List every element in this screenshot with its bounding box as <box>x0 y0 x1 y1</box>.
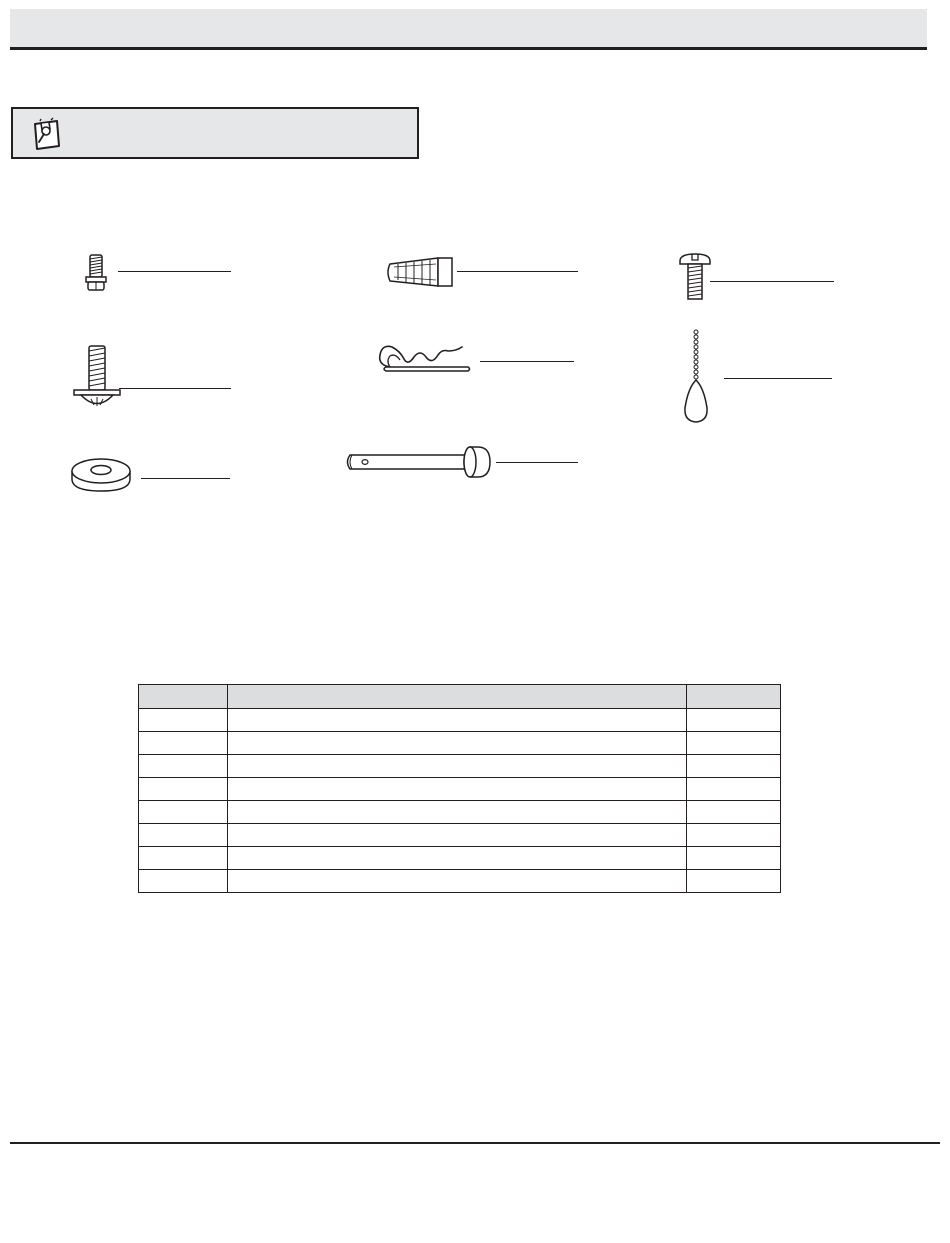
table-cell <box>687 870 781 893</box>
wire-connector-icon <box>384 255 456 291</box>
table-cell <box>228 755 687 778</box>
leader-line <box>496 462 578 463</box>
column-header-quantity <box>687 685 781 709</box>
part-hitch-pin-clip <box>376 339 474 377</box>
leader-line <box>480 361 574 362</box>
column-header-part <box>139 685 228 709</box>
leader-line <box>118 271 231 272</box>
leader-line <box>141 478 230 479</box>
short-screw-with-lock-washer-icon <box>82 253 112 299</box>
table-row <box>139 847 781 870</box>
table-cell <box>228 824 687 847</box>
table-cell <box>139 847 228 870</box>
table-cell <box>139 755 228 778</box>
part-rubber-washer <box>70 455 132 497</box>
part-clevis-pin <box>344 444 494 480</box>
table-cell <box>139 732 228 755</box>
leader-line <box>457 271 578 272</box>
table-cell <box>687 709 781 732</box>
note-box <box>11 107 419 159</box>
leader-line <box>724 378 832 379</box>
pushpin-note-icon <box>29 117 63 151</box>
hardware-table <box>138 684 781 893</box>
table-row <box>139 801 781 824</box>
header-band <box>10 9 927 50</box>
table-cell <box>687 847 781 870</box>
table-cell <box>228 778 687 801</box>
table-header-row <box>139 685 781 709</box>
table-cell <box>139 870 228 893</box>
table-row <box>139 870 781 893</box>
slotted-machine-screw-icon <box>677 251 715 303</box>
part-slotted-screw <box>677 251 715 303</box>
rubber-washer-icon <box>70 455 132 497</box>
part-shoulder-screw <box>72 344 122 412</box>
table-cell <box>687 801 781 824</box>
table-cell <box>139 801 228 824</box>
table-cell <box>228 847 687 870</box>
table-cell <box>228 870 687 893</box>
table-cell <box>687 778 781 801</box>
table-cell <box>139 824 228 847</box>
pull-chain-icon <box>680 328 714 426</box>
table-cell <box>687 824 781 847</box>
table-cell <box>139 709 228 732</box>
table-row <box>139 709 781 732</box>
part-short-screw <box>82 253 112 299</box>
leader-line <box>119 388 231 389</box>
table-cell <box>687 732 781 755</box>
footer-rule <box>10 1142 940 1144</box>
column-header-description <box>228 685 687 709</box>
table-row <box>139 732 781 755</box>
table-cell <box>139 778 228 801</box>
table-cell <box>228 732 687 755</box>
table-cell <box>228 709 687 732</box>
part-pull-chain <box>680 328 714 426</box>
clevis-pin-icon <box>344 444 494 480</box>
table-cell <box>228 801 687 824</box>
table-row <box>139 778 781 801</box>
hitch-pin-clip-icon <box>376 339 474 377</box>
table-row <box>139 755 781 778</box>
part-wire-connector <box>384 255 456 291</box>
shoulder-screw-icon <box>72 344 122 412</box>
table-row <box>139 824 781 847</box>
table-cell <box>687 755 781 778</box>
leader-line <box>710 281 834 282</box>
